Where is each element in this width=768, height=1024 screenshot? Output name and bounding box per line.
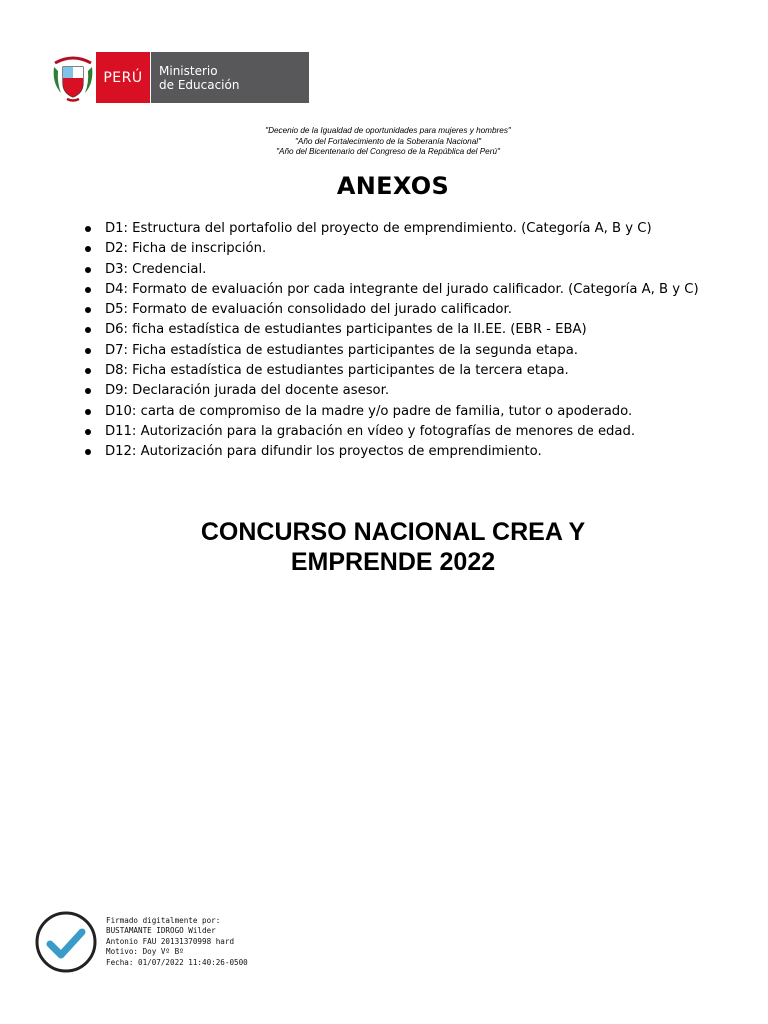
contest-title-line1: CONCURSO NACIONAL CREA Y bbox=[200, 518, 586, 546]
ministry-name bbox=[150, 52, 309, 103]
contest-title bbox=[0, 517, 768, 577]
annex-item: D5: Formato de evaluación consolidado del jurado calificador. bbox=[84, 300, 704, 320]
ministry-logo bbox=[50, 52, 309, 103]
annex-item: D12: Autorización para difundir los proyectos de emprendimiento. bbox=[84, 442, 704, 462]
annex-item: D8: Ficha estadística de estudiantes participantes de la tercera etapa. bbox=[84, 361, 704, 381]
page-title: ANEXOS bbox=[336, 172, 450, 200]
annex-item: D2: Ficha de inscripción. bbox=[84, 239, 704, 259]
ministry-name-line2: de Educación bbox=[159, 77, 240, 92]
motto-line: "Año del Fortalecimiento de la Soberanía Nacional" bbox=[294, 136, 482, 146]
signature-line: Firmado digitalmente por: bbox=[106, 916, 221, 925]
annex-item: D1: Estructura del portafolio del proyecto de emprendimiento. (Categoría A, B y C) bbox=[84, 219, 704, 239]
annex-item: D3: Credencial. bbox=[84, 260, 704, 280]
signature-line: Fecha: 01/07/2022 11:40:26-0500 bbox=[106, 957, 248, 967]
country-label: PERÚ bbox=[96, 52, 150, 103]
signature-line: Antonio FAU 20131370998 hard bbox=[106, 936, 235, 946]
annex-item: D7: Ficha estadística de estudiantes participantes de la segunda etapa. bbox=[84, 341, 704, 361]
annex-item: D9: Declaración jurada del docente asesor. bbox=[84, 381, 704, 401]
official-mottos bbox=[0, 126, 768, 158]
signature-details bbox=[106, 916, 248, 968]
digital-signature bbox=[34, 910, 248, 974]
annex-list bbox=[84, 219, 704, 463]
annex-item: D10: carta de compromiso de la madre y/o padre de familia, tutor o apoderado. bbox=[84, 402, 704, 422]
annex-item: D11: Autorización para la grabación en vídeo y fotografías de menores de edad. bbox=[84, 422, 704, 442]
signature-line: BUSTAMANTE IDROGO Wilder bbox=[106, 926, 216, 936]
checkmark-seal-icon bbox=[34, 910, 98, 974]
coat-of-arms-icon bbox=[50, 52, 96, 103]
annex-item: D6: ficha estadística de estudiantes participantes de la II.EE. (EBR - EBA) bbox=[84, 320, 704, 340]
motto-line: "Decenio de la Igualdad de oportunidades para mujeres y hombres" bbox=[265, 126, 511, 135]
signature-line: Motivo: Doy Vº Bº bbox=[106, 947, 184, 957]
motto-line: "Año del Bicentenario del Congreso de la República del Perú" bbox=[276, 147, 500, 156]
contest-title-line2: EMPRENDE 2022 bbox=[290, 548, 496, 576]
ministry-name-line1: Ministerio bbox=[159, 63, 218, 78]
annex-item: D4: Formato de evaluación por cada integrante del jurado calificador. (Categoría A, B y C) bbox=[84, 280, 704, 300]
